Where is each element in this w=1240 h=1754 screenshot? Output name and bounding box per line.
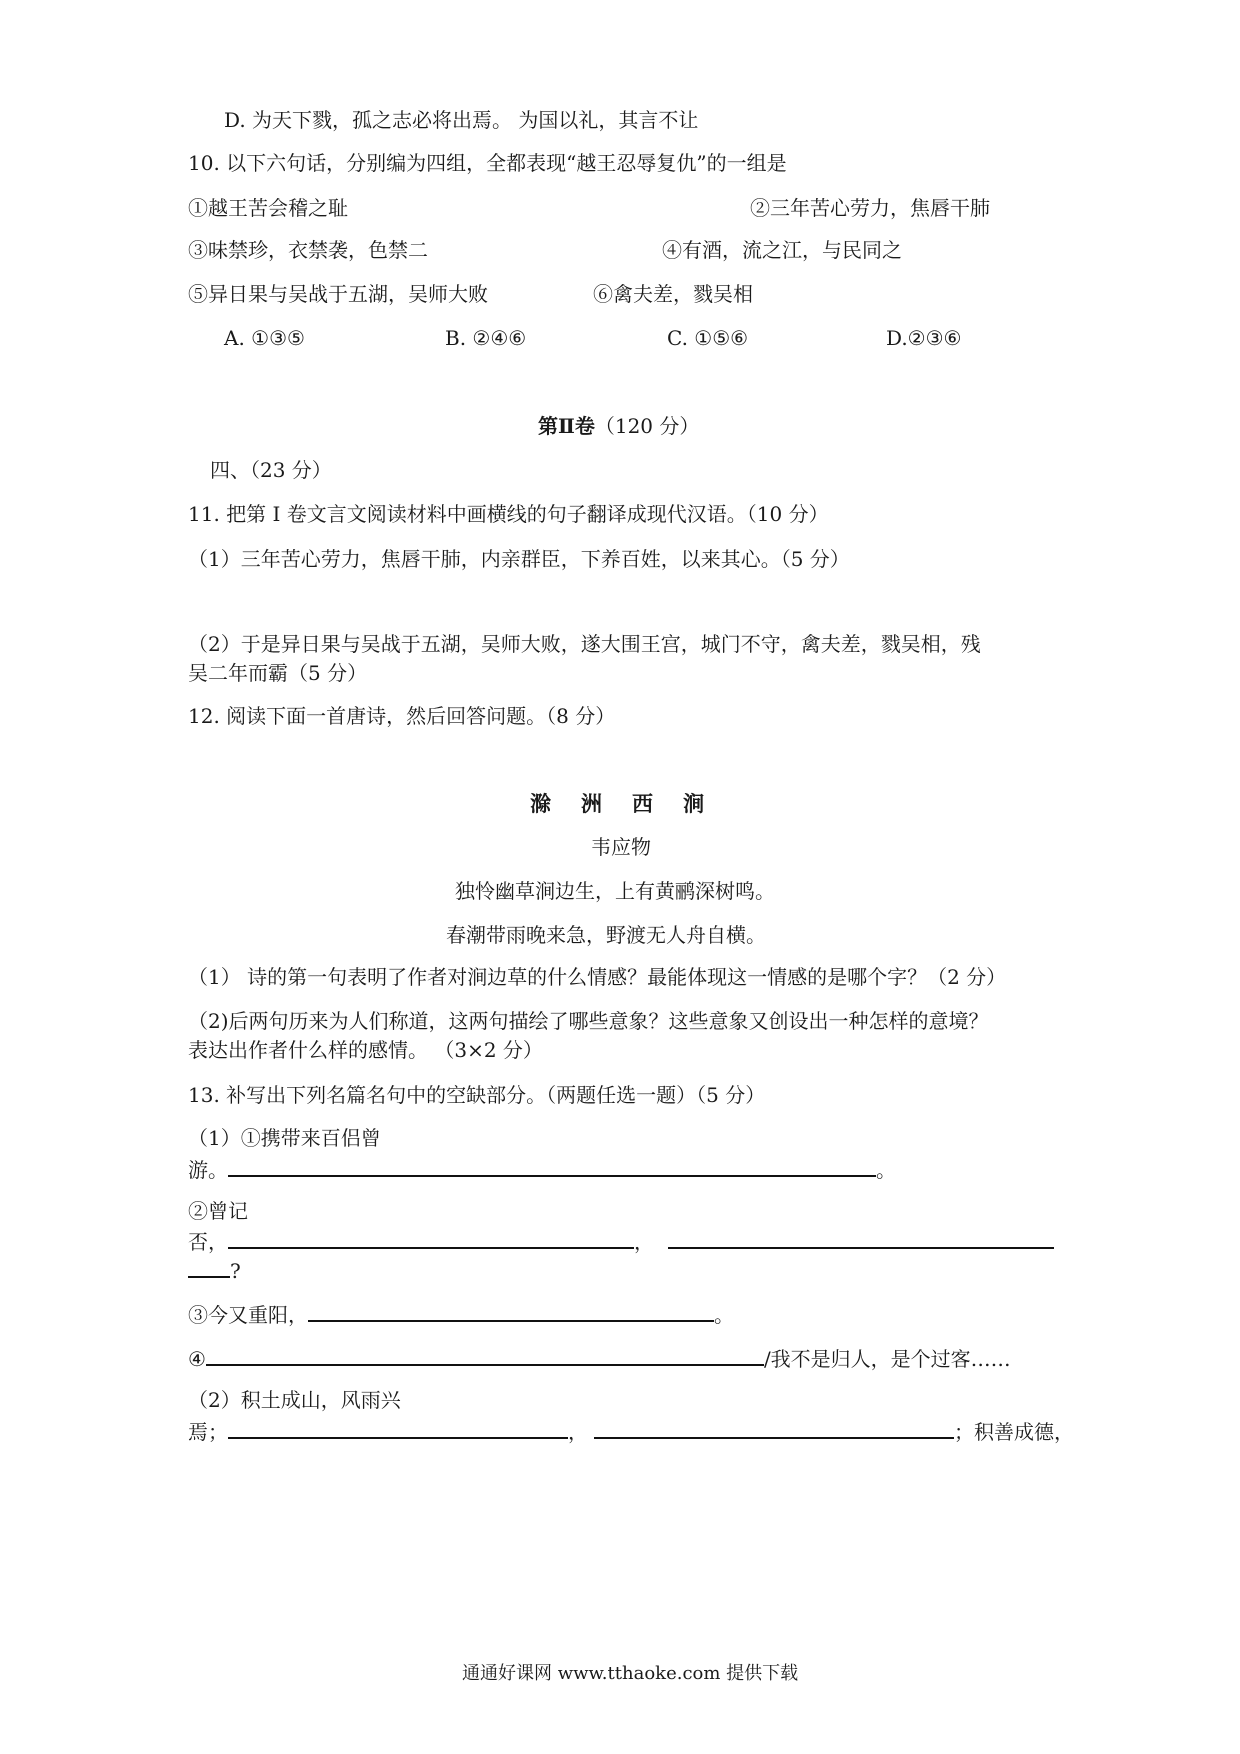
q10-item-1: ①越王苦会稽之耻 <box>188 196 348 220</box>
answer-blank[interactable] <box>228 1227 634 1249</box>
q10-item-4: ④有酒，流之江，与民同之 <box>662 238 902 262</box>
q13-part2-line2: 焉； ， ；积善成德， <box>188 1417 1074 1445</box>
poem-title-char: 涧 <box>683 791 704 816</box>
answer-blank[interactable] <box>228 1155 876 1177</box>
answer-blank[interactable] <box>228 1417 568 1439</box>
q12-sub1: （1） 诗的第一句表明了作者对涧边草的什么情感？最能体现这一情感的是哪个字？（2 分） <box>188 965 1007 989</box>
poem-title-char: 滁 <box>530 791 551 816</box>
answer-blank[interactable] <box>594 1417 954 1439</box>
answer-blank[interactable] <box>668 1227 1054 1249</box>
q13-part2-line1: （2）积土成山，风雨兴 <box>188 1388 401 1412</box>
q10-item-6: ⑥禽夫差，戮吴相 <box>593 282 753 306</box>
q13-p1-line2: 游。 。 <box>188 1155 896 1183</box>
q10-item-3: ③味禁珍，衣禁袭，色禁二 <box>188 238 428 262</box>
poem-title <box>530 791 704 817</box>
answer-blank[interactable] <box>308 1300 714 1322</box>
section-4-heading: 四、（23 分） <box>210 458 332 482</box>
q13-p1-line1: （1）①携带来百侣曾 <box>188 1126 381 1150</box>
q10-option-d: D.②③⑥ <box>886 326 962 350</box>
q13-p2-line1: ②曾记 <box>188 1199 248 1223</box>
q11-sub1: （1）三年苦心劳力，焦唇干肺，内亲群臣，下养百姓，以来其心。（5 分） <box>188 547 850 571</box>
q12-sub2-line2: 表达出作者什么样的感情。 （3×2 分） <box>188 1038 543 1062</box>
part2-title: 第Ⅱ卷 <box>538 414 595 438</box>
q12-sub2-line1: （2)后两句历来为人们称道，这两句描绘了哪些意象？这些意象又创设出一种怎样的意境？ <box>188 1009 989 1033</box>
q10-option-a: A. ①③⑤ <box>224 326 305 350</box>
page-footer: 通通好课网 www.tthaoke.com 提供下载 <box>462 1663 799 1684</box>
q11-stem: 11. 把第 I 卷文言文阅读材料中画横线的句子翻译成现代汉语。（10 分） <box>188 502 829 526</box>
q13-stem: 13. 补写出下列名篇名句中的空缺部分。（两题任选一题）（5 分） <box>188 1083 766 1107</box>
answer-blank[interactable] <box>206 1344 764 1366</box>
q10-stem: 10. 以下六句话，分别编为四组，全都表现“越王忍辱复仇”的一组是 <box>188 151 787 175</box>
poem-author: 韦应物 <box>591 835 651 859</box>
q9-option-d: D. 为天下戮，孤之志必将出焉。 为国以礼，其言不让 <box>224 108 699 132</box>
poem-line-1: 独怜幽草涧边生，上有黄鹂深树鸣。 <box>455 879 775 903</box>
answer-blank[interactable] <box>188 1256 230 1278</box>
part2-points: （120 分） <box>594 414 700 438</box>
part2-heading <box>538 413 699 439</box>
q10-item-2: ②三年苦心劳力，焦唇干肺 <box>750 196 990 220</box>
q10-option-c: C. ①⑤⑥ <box>667 326 749 350</box>
q13-p2-line2: 否， ， <box>188 1227 1054 1255</box>
q13-p2-line3: ? <box>188 1256 241 1284</box>
q10-item-5: ⑤异日果与吴战于五湖，吴师大败 <box>188 282 488 306</box>
q10-option-b: B. ②④⑥ <box>445 326 527 350</box>
q13-p3: ③今又重阳， 。 <box>188 1300 734 1328</box>
q12-stem: 12. 阅读下面一首唐诗，然后回答问题。（8 分） <box>188 704 616 728</box>
poem-line-2: 春潮带雨晚来急，野渡无人舟自横。 <box>446 923 766 947</box>
poem-title-char: 西 <box>632 791 653 816</box>
q13-p4: ④ /我不是归人，是个过客…… <box>188 1344 1011 1372</box>
poem-title-char: 洲 <box>581 791 602 816</box>
q11-sub2-line1: （2）于是异日果与吴战于五湖，吴师大败，遂大围王宫，城门不守，禽夫差，戮吴相，残 <box>188 632 981 656</box>
q11-sub2-line2: 吴二年而霸（5 分） <box>188 661 368 685</box>
